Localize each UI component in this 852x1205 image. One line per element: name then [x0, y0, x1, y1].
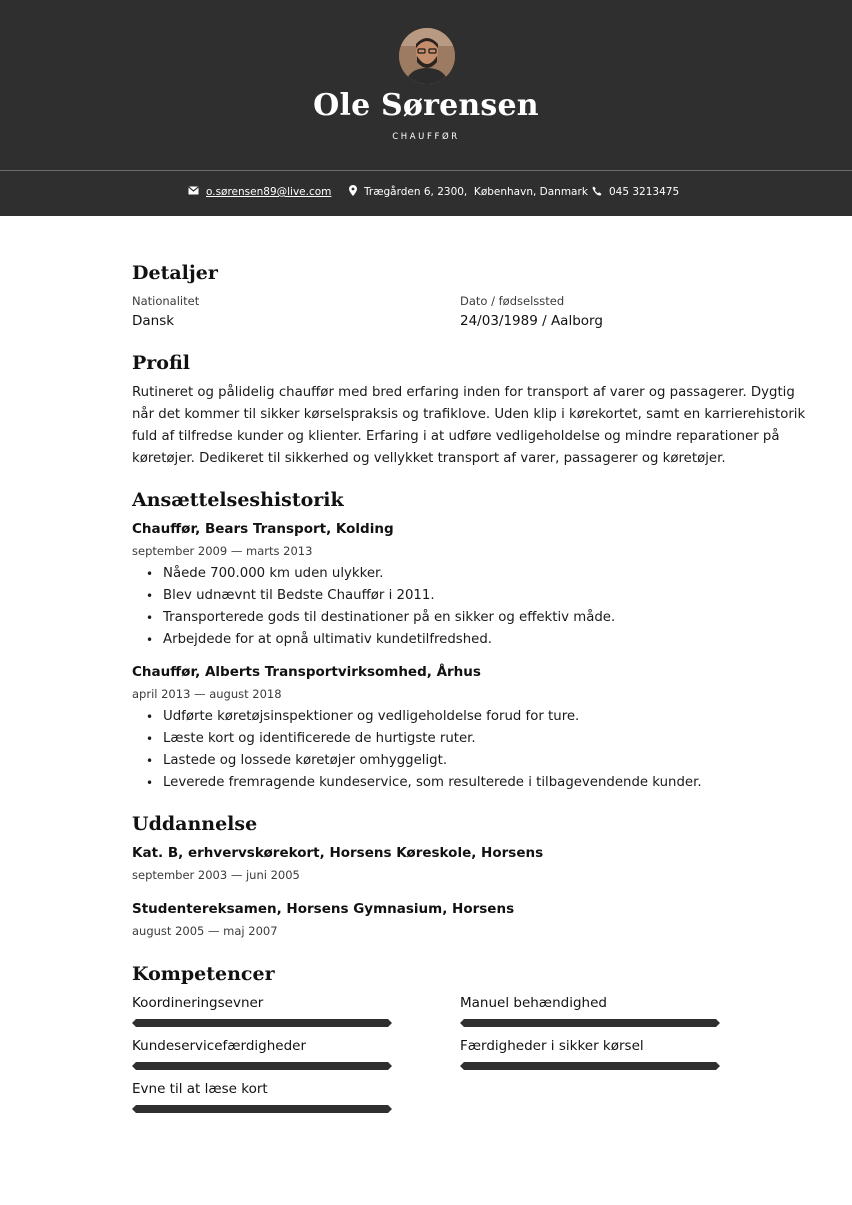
birth-label: Dato / fødselssted — [460, 294, 565, 308]
profile-paragraph — [132, 382, 806, 470]
contact-email — [188, 184, 331, 200]
skill-level-bar — [132, 1062, 392, 1070]
profile-line: køretøjer. Dedikeret til sikkerhed og vellykket transport af varer, passagerer og køretøjer. — [132, 451, 726, 466]
skill-level-fill — [460, 1062, 720, 1070]
skill-level-bar — [460, 1062, 720, 1070]
candidate-name: Ole Sørensen — [313, 88, 539, 123]
resume-header — [0, 0, 852, 216]
job-dates: september 2009 — marts 2013 — [132, 544, 313, 558]
email-link[interactable]: o.sørensen89@live.com — [206, 186, 332, 198]
skill-level-bar — [132, 1105, 392, 1113]
birth-value: 24/03/1989 / Aalborg — [460, 313, 603, 329]
skill-name: Koordineringsevner — [132, 995, 264, 1011]
list-item: • Lastede og lossede køretøjer omhyggeligt. — [146, 750, 702, 772]
list-item: • Udførte køretøjsinspektioner og vedligeholdelse forud for ture. — [146, 706, 702, 728]
contact-address — [349, 184, 588, 200]
list-item: • Transporterede gods til destinationer på en sikker og effektiv måde. — [146, 607, 615, 629]
mail-icon — [188, 186, 199, 198]
job-dates: april 2013 — august 2018 — [132, 687, 282, 701]
skill-level-fill — [132, 1062, 392, 1070]
section-heading-education: Uddannelse — [132, 813, 258, 835]
education-dates: september 2003 — juni 2005 — [132, 868, 300, 882]
profile-line: når det kommer til sikker kørselspraksis og trafiklove. Uden klip i kørekortet, samt en karrierehistorik — [132, 407, 806, 422]
location-pin-icon — [349, 185, 357, 199]
phone-icon — [592, 186, 602, 199]
nationality-value: Dansk — [132, 313, 175, 329]
skill-level-bar — [132, 1019, 392, 1027]
job-bullets — [146, 706, 702, 794]
list-item: • Leverede fremragende kundeservice, som resulterede i tilbagevendende kunder. — [146, 772, 702, 794]
skill-level-fill — [460, 1019, 720, 1027]
header-divider — [0, 170, 852, 171]
contact-phone — [592, 184, 679, 200]
nationality-label: Nationalitet — [132, 294, 200, 308]
skill-level-fill — [132, 1105, 392, 1113]
skill-name: Færdigheder i sikker kørsel — [460, 1038, 644, 1054]
skill-level-bar — [460, 1019, 720, 1027]
section-heading-skills: Kompetencer — [132, 963, 275, 985]
skill-level-fill — [132, 1019, 392, 1027]
section-heading-details: Detaljer — [132, 262, 218, 284]
candidate-role: CHAUFFØR — [392, 132, 460, 142]
skill-name: Manuel behændighed — [460, 995, 607, 1011]
phone-text: 045 3213475 — [609, 186, 680, 198]
section-heading-employment: Ansættelseshistorik — [132, 489, 344, 511]
list-item: • Blev udnævnt til Bedste Chauffør i 2011. — [146, 585, 615, 607]
section-heading-profile: Profil — [132, 352, 191, 374]
profile-line: fuld af tilfredse kunder og klienter. Erfaring i at udføre vedligeholdelse og mindre reparationer på — [132, 429, 780, 444]
list-item: • Læste kort og identificerede de hurtigste ruter. — [146, 728, 702, 750]
job-bullets — [146, 563, 615, 651]
avatar-photo — [399, 28, 455, 84]
skill-name: Evne til at læse kort — [132, 1081, 268, 1097]
job-title: Chauffør, Bears Transport, Kolding — [132, 521, 394, 537]
skill-name: Kundeservicefærdigheder — [132, 1038, 307, 1054]
job-title: Chauffør, Alberts Transportvirksomhed, Århus — [132, 664, 481, 680]
list-item: • Nåede 700.000 km uden ulykker. — [146, 563, 615, 585]
address-text: Trægården 6, 2300, København, Danmark — [364, 186, 588, 198]
avatar — [399, 28, 455, 84]
profile-line: Rutineret og pålidelig chauffør med bred erfaring inden for transport af varer og passagerer. Dygtig — [132, 385, 795, 400]
education-dates: august 2005 — maj 2007 — [132, 924, 278, 938]
education-title: Kat. B, erhvervskørekort, Horsens Køreskole, Horsens — [132, 845, 544, 861]
education-title: Studentereksamen, Horsens Gymnasium, Horsens — [132, 901, 515, 917]
list-item: • Arbejdede for at opnå ultimativ kundetilfredshed. — [146, 629, 615, 651]
